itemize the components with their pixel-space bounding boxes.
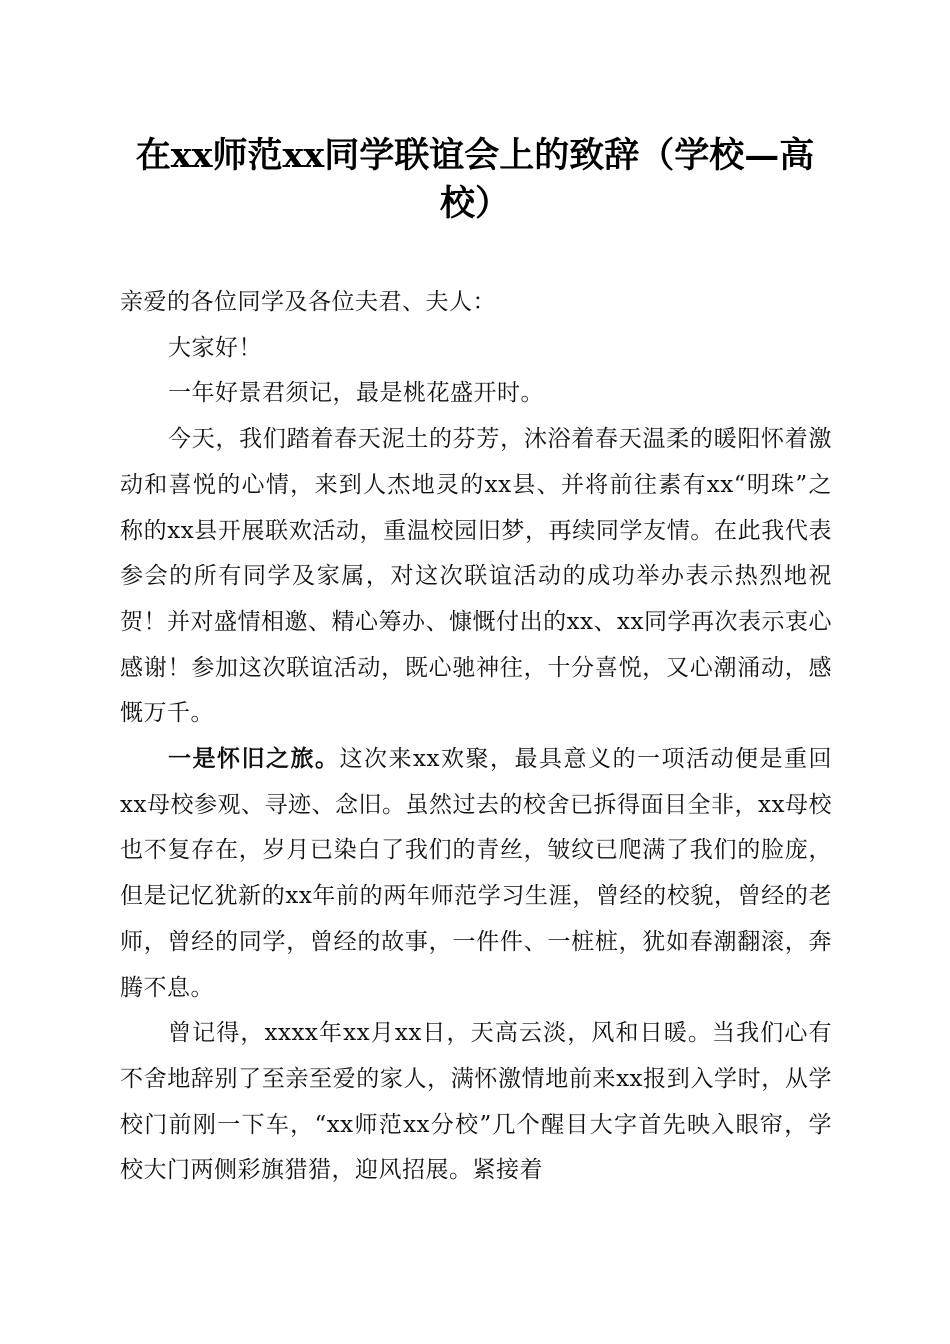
paragraph-text: 一年好景君须记，最是桃花盛开时。 [168,380,544,407]
paragraph-text: 曾记得，xxxx年xx月xx日，天高云淡，风和日暖。当我们心有不舍地辞别了至亲至爱的家人，满怀激情地前来xx报到入学时，从学校门前刚一下车，“xx师范xx分校”几个醒目大字首先映入眼帘，学校大门两侧彩旗猎猎，迎风招展。紧接着 [120,1020,832,1184]
paragraph [120,417,832,737]
paragraph-lead: 一是怀旧之旅。 [168,746,340,773]
paragraph-text: 这次来xx欢聚，最具意义的一项活动便是重回xx母校参观、寻迹、念旧。虽然过去的校舍已拆得面目全非，xx母校也不复存在，岁月已染白了我们的青丝，皱纹已爬满了我们的脸庞，但是记忆犹新的xx年前的两年师范学习生涯，曾经的校貌，曾经的老师，曾经的同学，曾经的故事，一件件、一桩桩，犹如春潮翻滚，奔腾不息。 [120,746,832,1001]
document-body [120,280,832,1194]
document-title: 在xx师范xx同学联谊会上的致辞（学校—高校） [135,135,815,224]
greeting: 大家好！ [168,334,262,361]
paragraph [120,1011,832,1194]
paragraph-text: 今天，我们踏着春天泥土的芬芳，沐浴着春天温柔的暖阳怀着激动和喜悦的心情，来到人杰地灵的xx县、并将前往素有xx“明珠”之称的xx县开展联欢活动，重温校园旧梦，再续同学友情。在此我代表参会的所有同学及家属，对这次联谊活动的成功举办表示热烈地祝贺！并对盛情相邀、精心筹办、慷慨付出的xx、xx同学再次表示衷心感谢！参加这次联谊活动，既心驰神往，十分喜悦，又心潮涌动，感慨万千。 [120,426,832,727]
paragraph [120,737,832,1011]
salutation: 亲爱的各位同学及各位夫君、夫人： [120,289,496,315]
paragraph [120,371,832,417]
